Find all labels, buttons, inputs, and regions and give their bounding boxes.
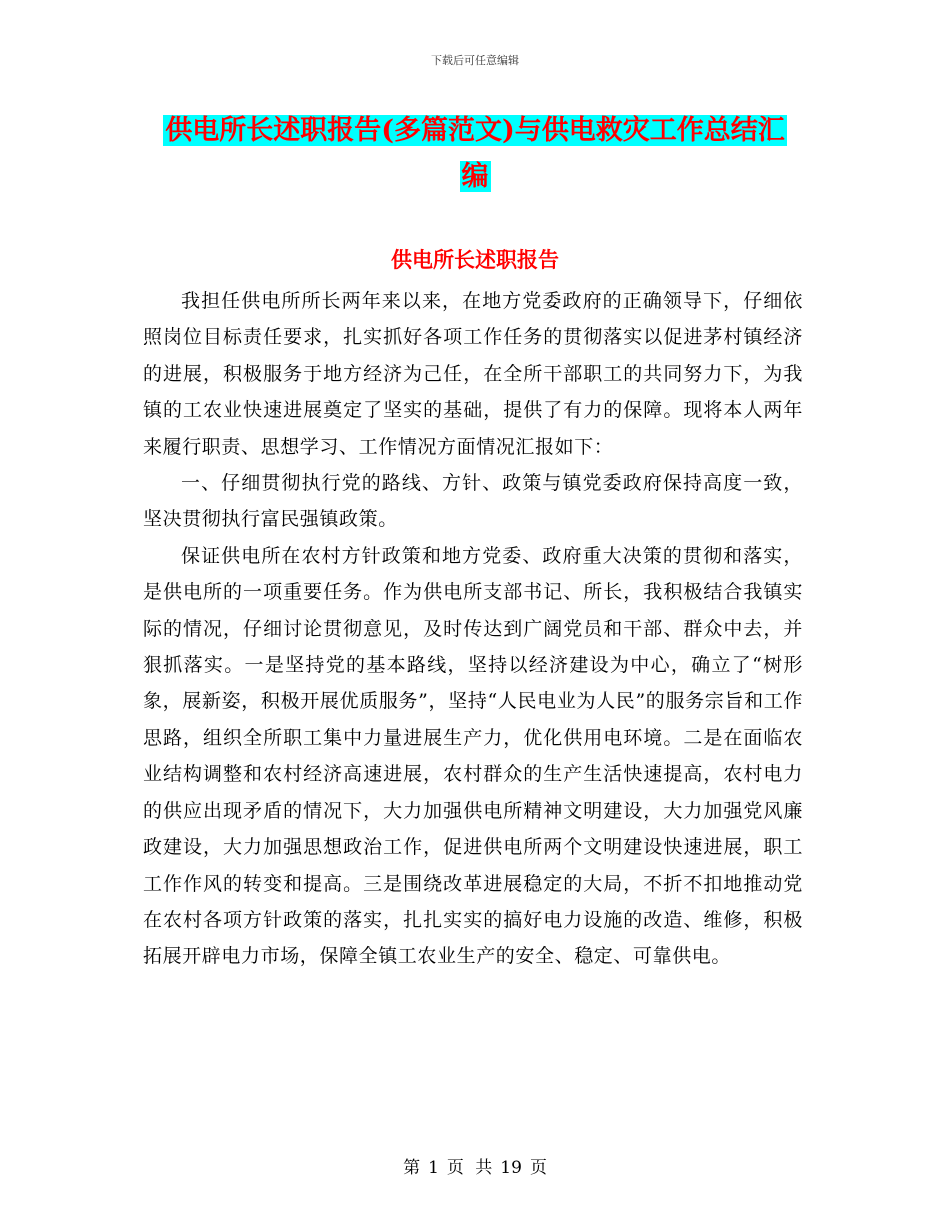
- footer-prefix: 第: [403, 1158, 421, 1178]
- paragraph: 我担任供电所所长两年来以来，在地方党委政府的正确领导下，仔细依照岗位目标责任要求，扎实抓好各项工作任务的贯彻落实以促进茅村镇经济的进展，积极服务于地方经济为己任，在全所干部职工的共同努力下，为我镇的工农业快速进展奠定了坚实的基础，提供了有力的保障。现将本人两年来履行职责、思想学习、工作情况方面情况汇报如下：: [143, 290, 803, 458]
- document-title-line-1: 供电所长述职报告(多篇范文)与供电救灾工作总结汇: [165, 115, 785, 146]
- document-title: [145, 108, 805, 200]
- footer-suffix: 页: [529, 1158, 547, 1178]
- footer-total-pages: 19: [500, 1158, 522, 1178]
- footer-page-number: 1: [428, 1158, 439, 1178]
- footer-mid: 页 共: [446, 1158, 493, 1178]
- page-footer: [0, 1153, 950, 1178]
- header-note: 下载后可任意编辑: [431, 54, 519, 67]
- paragraph: 一、仔细贯彻执行党的路线、方针、政策与镇党委政府保持高度一致，坚决贯彻执行富民强镇政策。: [143, 472, 803, 531]
- paragraph: 保证供电所在农村方针政策和地方党委、政府重大决策的贯彻和落实，是供电所的一项重要任务。作为供电所支部书记、所长，我积极结合我镇实际的情况，仔细讨论贯彻意见，及时传达到广阔党员和干部、群众中去，并狠抓落实。一是坚持党的基本路线，坚持以经济建设为中心，确立了“树形象，展新姿，积极开展优质服务”，坚持“人民电业为人民”的服务宗旨和工作思路，组织全所职工集中力量进展生产力，优化供用电环境。二是在面临农业结构调整和农村经济高速进展，农村群众的生产生活快速提高，农村电力的供应出现矛盾的情况下，大力加强供电所精神文明建设，大力加强党风廉政建设，大力加强思想政治工作，促进供电所两个文明建设快速进展，职工工作作风的转变和提高。三是围绕改革进展稳定的大局，不折不扣地推动党在农村各项方针政策的落实，扎扎实实的搞好电力设施的改造、维修，积极拓展开辟电力市场，保障全镇工农业生产的安全、稳定、可靠供电。: [143, 544, 803, 968]
- section-title: 供电所长述职报告: [391, 247, 559, 272]
- body-text: [143, 283, 803, 975]
- document-title-line-2: 编: [461, 161, 489, 192]
